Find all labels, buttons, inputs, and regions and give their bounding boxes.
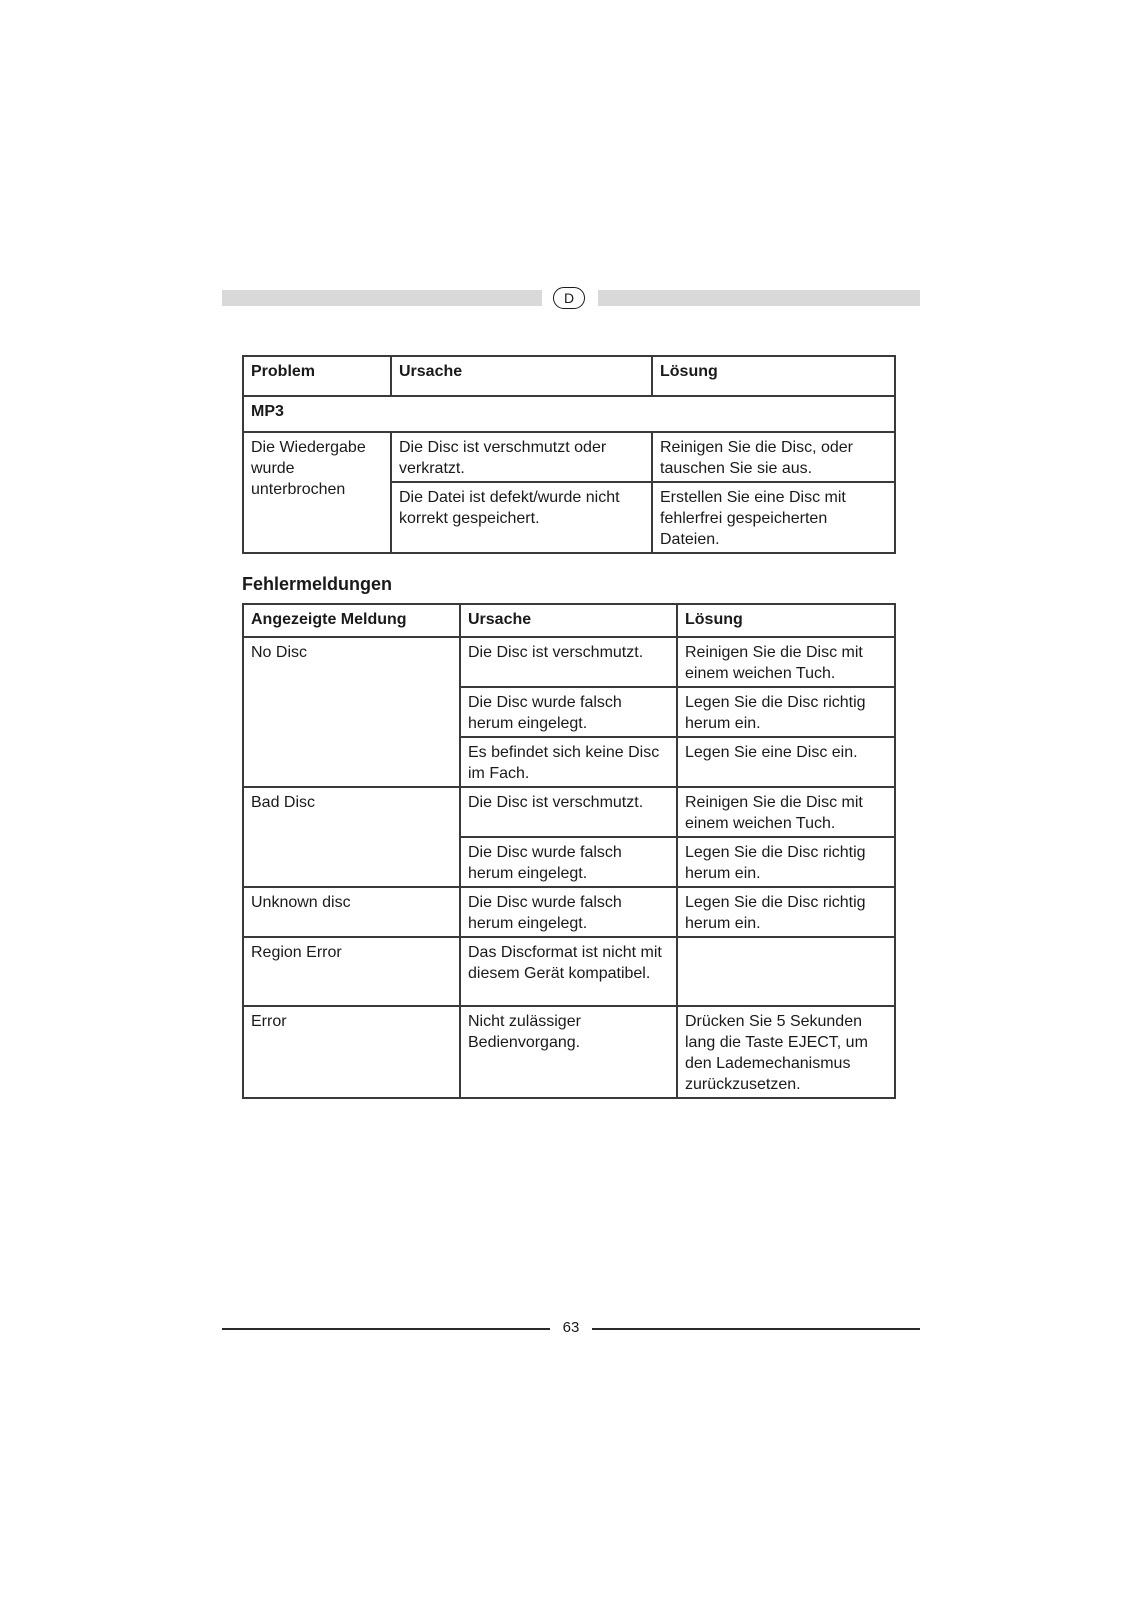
message-cell: No Disc — [243, 637, 460, 787]
solution-cell: Reinigen Sie die Disc mit einem weichen Tuch. — [677, 637, 895, 687]
table-header-row — [243, 356, 895, 396]
table-row — [243, 637, 895, 687]
header-cause: Ursache — [460, 604, 677, 637]
solution-cell: Legen Sie die Disc richtig herum ein. — [677, 687, 895, 737]
header-solution: Lösung — [677, 604, 895, 637]
mp3-troubleshooting-table — [242, 355, 896, 554]
header-solution: Lösung — [652, 356, 895, 396]
section-row — [243, 396, 895, 432]
section-title: Fehlermeldungen — [242, 574, 393, 594]
table-row — [243, 432, 895, 482]
solution-cell: Legen Sie die Disc richtig herum ein. — [677, 887, 895, 937]
cause-cell: Die Disc ist verschmutzt. — [460, 787, 677, 837]
table-row — [243, 787, 895, 837]
section-mp3: MP3 — [243, 396, 895, 432]
table-header-row — [243, 604, 895, 637]
message-cell: Bad Disc — [243, 787, 460, 887]
solution-cell: Reinigen Sie die Disc mit einem weichen Tuch. — [677, 787, 895, 837]
message-cell: Unknown disc — [243, 887, 460, 937]
message-cell: Error — [243, 1006, 460, 1098]
cause-cell: Das Discformat ist nicht mit diesem Gerät kompatibel. — [460, 937, 677, 1006]
error-messages-table — [242, 603, 896, 1099]
cause-cell: Es befindet sich keine Disc im Fach. — [460, 737, 677, 787]
header-bar-right — [598, 290, 920, 306]
table-row — [243, 887, 895, 937]
page-number: 63 — [562, 1319, 580, 1336]
header-cause: Ursache — [391, 356, 652, 396]
solution-cell: Drücken Sie 5 Sekunden lang die Taste EJECT, um den Lademechanismus zurückzusetzen. — [677, 1006, 895, 1098]
problem-cell: Die Wiedergabe wurde unterbrochen — [243, 432, 391, 553]
message-cell: Region Error — [243, 937, 460, 1006]
cause-cell: Die Disc wurde falsch herum eingelegt. — [460, 687, 677, 737]
solution-cell: Reinigen Sie die Disc, oder tauschen Sie sie aus. — [652, 432, 895, 482]
solution-cell — [677, 937, 895, 1006]
header-bar-left — [222, 290, 542, 306]
table-row — [243, 1006, 895, 1098]
header-message: Angezeigte Meldung — [243, 604, 460, 637]
footer-line-left — [222, 1328, 550, 1330]
table-row — [243, 937, 895, 1006]
cause-cell: Die Disc ist verschmutzt oder verkratzt. — [391, 432, 652, 482]
header-problem: Problem — [243, 356, 391, 396]
solution-cell: Legen Sie eine Disc ein. — [677, 737, 895, 787]
cause-cell: Die Disc wurde falsch herum eingelegt. — [460, 837, 677, 887]
language-badge: D — [553, 287, 585, 309]
cause-cell: Die Datei ist defekt/wurde nicht korrekt gespeichert. — [391, 482, 652, 553]
footer-line-right — [592, 1328, 920, 1330]
solution-cell: Erstellen Sie eine Disc mit fehlerfrei gespeicherten Dateien. — [652, 482, 895, 553]
cause-cell: Die Disc wurde falsch herum eingelegt. — [460, 887, 677, 937]
cause-cell: Nicht zulässiger Bedienvorgang. — [460, 1006, 677, 1098]
cause-cell: Die Disc ist verschmutzt. — [460, 637, 677, 687]
solution-cell: Legen Sie die Disc richtig herum ein. — [677, 837, 895, 887]
